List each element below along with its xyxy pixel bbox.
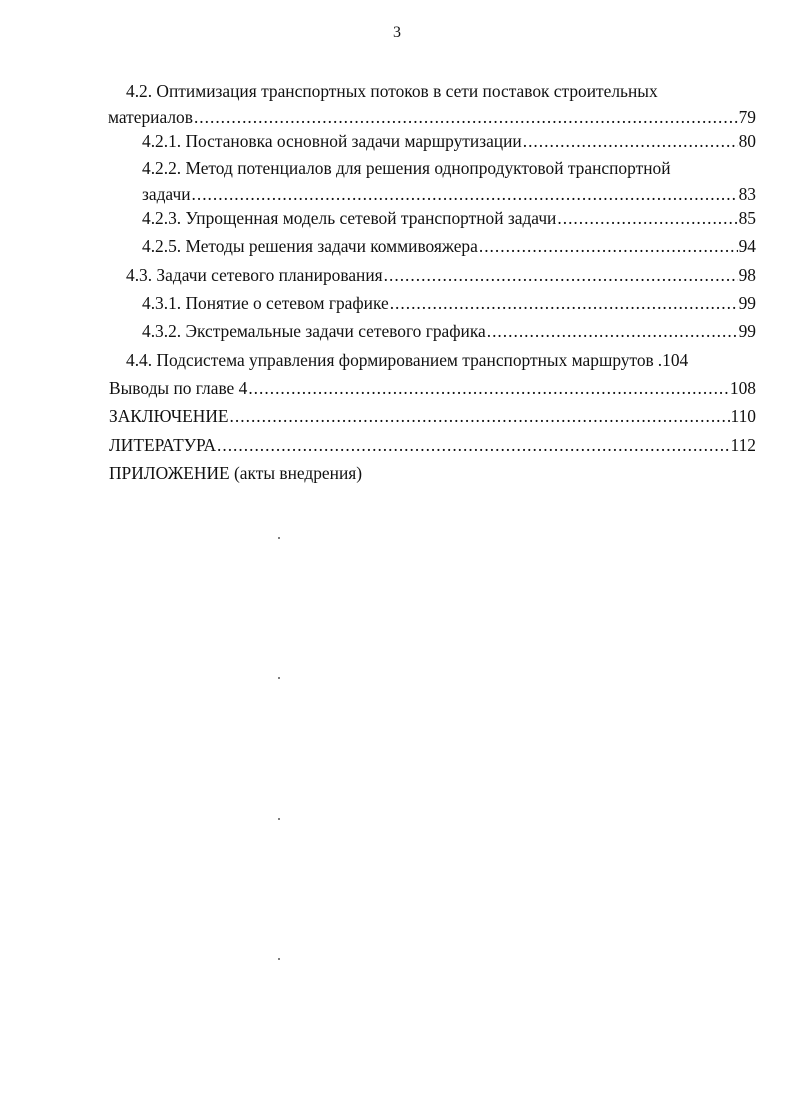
toc-entry-conclusions-chapter-4 [109,375,756,401]
toc-leader-dots [487,318,738,344]
toc-entry-title: ПРИЛОЖЕНИЕ (акты внедрения) [109,463,363,483]
toc-entry-title-line: 4.2.2. Метод потенциалов для решения однопродуктовой транспортной [142,158,671,178]
toc-entry-title: ЗАКЛЮЧЕНИЕ [109,406,229,426]
scan-speck [278,958,280,960]
toc-entry-page: 98 [738,265,756,285]
toc-entry-appendix [109,460,756,486]
toc-leader-dots [557,205,737,231]
toc-entry-title: Выводы по главе 4 [109,378,248,398]
toc-entry-4-2 [108,78,756,130]
toc-entry-title: материалов [108,107,193,127]
toc-leader-dots [192,181,738,207]
toc-entry-4-2-5 [142,233,756,259]
toc-entry-page: 85 [738,208,756,228]
toc-entry-page: 80 [738,131,756,151]
page-number: 3 [393,24,401,41]
toc-leader-dots [194,104,738,130]
toc-entry-page: 99 [738,293,756,313]
toc-entry-title-line: 4.2. Оптимизация транспортных потоков в сети поставок строительных [126,81,658,101]
toc-leader-dots [479,233,738,259]
toc-entry-title: 4.3.2. Экстремальные задачи сетевого графика [142,321,486,341]
toc-entry-page: 108 [729,378,756,398]
toc-entry-title: 4.3. Задачи сетевого планирования [126,265,383,285]
toc-entry-4-3-2 [142,318,756,344]
toc-entry-page: 83 [738,184,756,204]
toc-entry-4-3 [126,262,756,288]
toc-entry-4-4 [126,347,756,373]
toc-entry-title: ЛИТЕРАТУРА [109,435,217,455]
toc-entry-page: .104 [657,350,689,370]
scan-speck [278,818,280,820]
toc-entry-4-3-1 [142,290,756,316]
toc-entry-page: 110 [730,406,756,426]
toc-entry-title: 4.3.1. Понятие о сетевом графике [142,293,389,313]
toc-leader-dots [248,375,729,401]
toc-entry-page: 94 [738,236,756,256]
toc-entry-page: 99 [738,321,756,341]
toc-entry-conclusion [109,403,756,429]
toc-entry-title: 4.2.5. Методы решения задачи коммивояжера [142,236,478,256]
toc-entry-title: 4.4. Подсистема управления формированием транспортных маршрутов [126,350,654,370]
toc-entry-title: 4.2.3. Упрощенная модель сетевой транспортной задачи [142,208,557,228]
toc-entry-page: 79 [738,107,756,127]
toc-entry-page: 112 [730,435,756,455]
toc-entry-4-2-2 [142,155,756,207]
toc-leader-dots [230,403,730,429]
toc-leader-dots [384,262,738,288]
scan-speck [278,677,280,679]
toc-entry-4-2-1 [142,128,756,154]
toc-entry-title: задачи [142,184,191,204]
scan-speck [278,537,280,539]
toc-entry-4-2-3 [142,205,756,231]
toc-leader-dots [523,128,738,154]
toc-entry-literature [109,432,756,458]
toc-leader-dots [390,290,738,316]
toc-entry-title: 4.2.1. Постановка основной задачи маршрутизации [142,131,522,151]
toc-leader-dots [217,432,730,458]
